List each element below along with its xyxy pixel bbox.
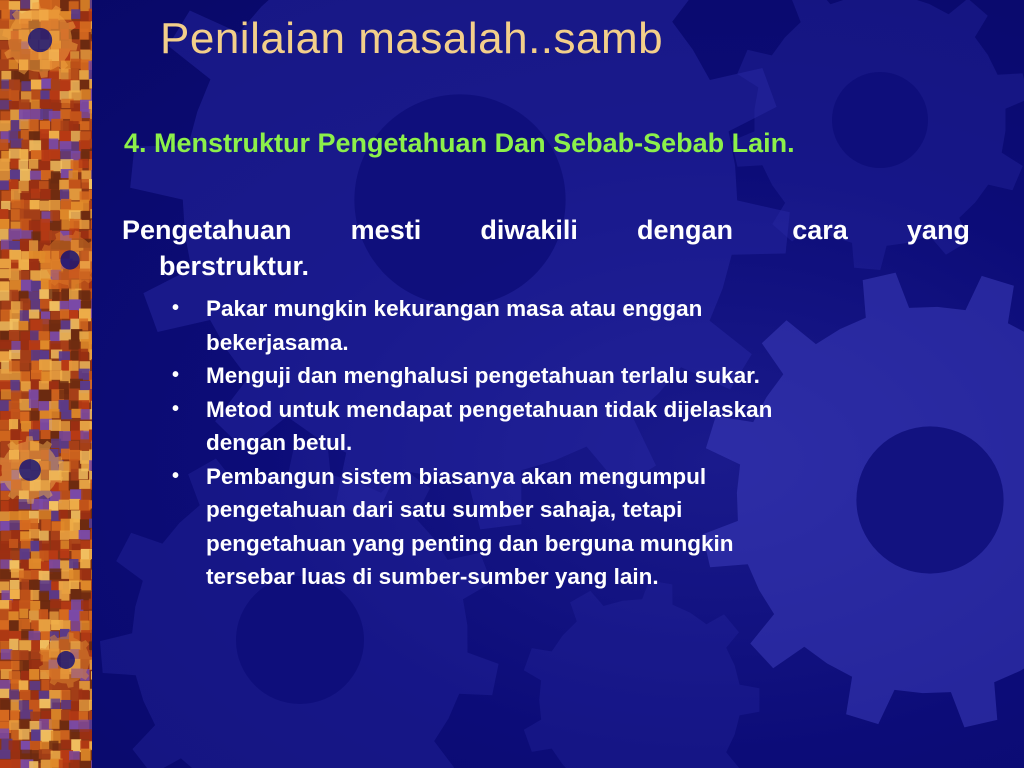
bullet-item (170, 292, 930, 359)
intro-word: dengan (637, 215, 734, 245)
bullet-text-line: Menguji dan menghalusi pengetahuan terlalu sukar. (206, 363, 760, 388)
intro-line-2: berstruktur. (159, 251, 310, 281)
bullet-icon: • (172, 464, 180, 487)
bullet-icon: • (172, 397, 180, 420)
bullet-text-line: bekerjasama. (206, 329, 349, 355)
intro-word: Pengetahuan (122, 215, 292, 245)
gear-icon (524, 580, 760, 768)
bullet-text-line: Pembangun sistem biasanya akan mengumpul (206, 463, 707, 489)
bullet-list (170, 292, 930, 594)
bullet-text-line: pengetahuan dari satu sumber sahaja, tetapi (206, 497, 683, 522)
intro-word: mesti (350, 215, 422, 245)
bullet-item (170, 393, 930, 460)
bullet-item (170, 359, 930, 393)
bullet-item (170, 460, 930, 594)
bullet-text-line: Pakar mungkin kekurangan masa atau enggan (206, 296, 703, 321)
intro-word: diwakili (480, 215, 578, 245)
slide-title: Penilaian masalah..samb (160, 14, 664, 63)
intro-line-1 (122, 212, 970, 248)
mosaic-strip-decoration (0, 0, 92, 768)
intro-paragraph (122, 212, 970, 284)
bullet-text-line: pengetahuan yang penting dan berguna mungkin (206, 530, 734, 556)
intro-word: yang (906, 215, 970, 245)
intro-word: cara (792, 215, 848, 245)
bullet-text-line: Metod untuk mendapat pengetahuan tidak dijelaskan (206, 396, 773, 422)
bullet-icon: • (172, 297, 180, 319)
bullet-icon: • (172, 364, 180, 386)
bullet-text-line: dengan betul. (206, 430, 353, 455)
bullet-text-line: tersebar luas di sumber-sumber yang lain. (206, 564, 659, 589)
section-heading: 4. Menstruktur Pengetahuan Dan Sebab-Sebab Lain. (124, 128, 795, 158)
